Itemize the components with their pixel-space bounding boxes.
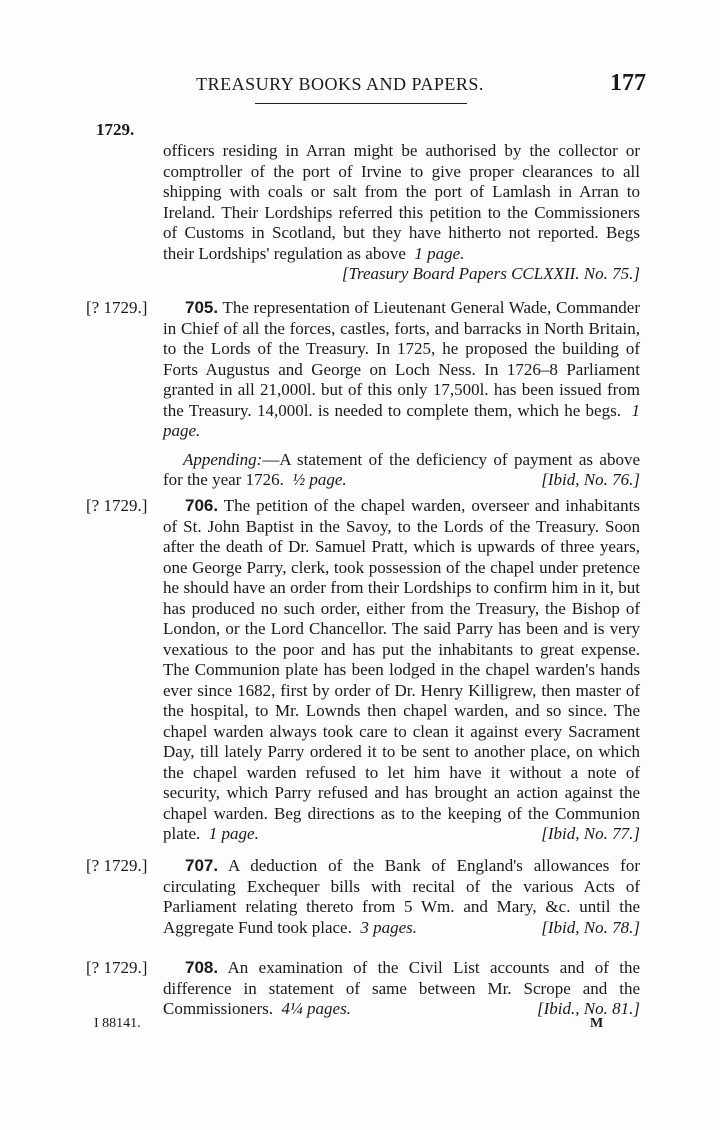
entry-number: 707. [185, 856, 219, 875]
year-label-705: [? 1729.] [86, 298, 148, 317]
entry-708 [163, 958, 640, 1020]
header-rule [255, 103, 467, 104]
appending-label: Appending: [183, 449, 263, 469]
entry-number: 706. [185, 496, 219, 515]
entry-705 [163, 298, 640, 491]
entry-text: A deduction of the Bank of England's allowances for circulating Exchequer bills with recital of the various Acts of Parliament relating thereto from 5 Wm. and Mary, &c. until the Aggregate Fund took place. [163, 856, 641, 937]
entry-reference: [Ibid, No. 76.] [541, 470, 640, 489]
entry-707 [163, 856, 640, 938]
entry-reference: [Ibid, No. 78.] [541, 917, 640, 937]
entry-continuation [163, 141, 640, 285]
year-label-1729: 1729. [96, 120, 135, 139]
page-number: 177 [610, 70, 646, 96]
page-count: 1 page. [163, 400, 640, 440]
page-count: ½ page. [292, 470, 347, 489]
page-count: 1 page. [414, 243, 465, 263]
entry-text: officers residing in Arran might be authorised by the collector or comptroller of the port of Irvine to give proper clearances to all shipping with coals or salt from the port of Lamlash in Arran to Ireland. Their Lordships referred this petition to the Commissioners of Customs in Scotland, but they have hitherto not reported. Begs their Lordships' regulation as above [163, 141, 640, 263]
page-count: 4¼ pages. [281, 999, 351, 1018]
entry-706 [163, 496, 640, 845]
running-title: TREASURY BOOKS AND PAPERS. [196, 74, 484, 94]
year-label-708: [? 1729.] [86, 958, 148, 977]
entry-reference: [Treasury Board Papers CCLXXII. No. 75.] [341, 264, 640, 283]
entry-reference: [Ibid, No. 77.] [541, 824, 640, 843]
entry-text: An examination of the Civil List accounts and of the difference in statement of same between Mr. Scrope and the Commissioners. [163, 958, 641, 1018]
page-count: 1 page. [208, 824, 259, 843]
page-count: 3 pages. [360, 917, 418, 937]
year-label-707: [? 1729.] [86, 856, 148, 875]
appending-text: —A statement of the deficiency of payment as above for the year 1726. [163, 449, 640, 489]
entry-number: 708. [185, 958, 219, 977]
entry-text: The representation of Lieutenant General Wade, Commander in Chief of all the forces, castles, forts, and barracks in North Britain, to the Lords of the Treasury. In 1725, he proposed the building of Forts Augustus and George on Loch Ness. In 1726–8 Parliament granted in all 21,000l. but of this only 17,500l. has been issued from the Treasury. 14,000l. is needed to complete them, which he begs. [163, 298, 640, 420]
printer-signature: I 88141. [94, 1016, 141, 1031]
appending-note [163, 450, 640, 491]
entry-reference: [Ibid., No. 81.] [537, 999, 640, 1018]
entry-text: The petition of the chapel warden, overseer and inhabitants of St. John Baptist in the Savoy, to the Lords of the Treasury. Soon after the death of Dr. Samuel Pratt, which is upwards of three years, one George Parry, clerk, took possession of the chapel under pretence he should have an order from their Lordships to confirm him in it, but has produced no such order, either from the Treasury, the Bishop of London, or the Lord Chancellor. The said Parry has been and is very vexatious to the poor and has put the inhabitants to great expense. The Communion plate has been lodged in the chapel warden's hands ever since 1682, first by order of Dr. Henry Killigrew, then master of the hospital, to Mr. Lownds then chapel warden, and so since. The chapel warden always took care to clean it against every Sacrament Day, till lately Parry ordered it to be sent to another place, on which the chapel warden refused to let him have it without a note of security, which Parry refused and has brought an action against the chapel warden. Beg directions as to the keeping of the Communion plate. [163, 496, 641, 843]
entry-number: 705. [185, 298, 219, 317]
year-label-706: [? 1729.] [86, 496, 148, 515]
sheet-signature: M [590, 1016, 604, 1031]
